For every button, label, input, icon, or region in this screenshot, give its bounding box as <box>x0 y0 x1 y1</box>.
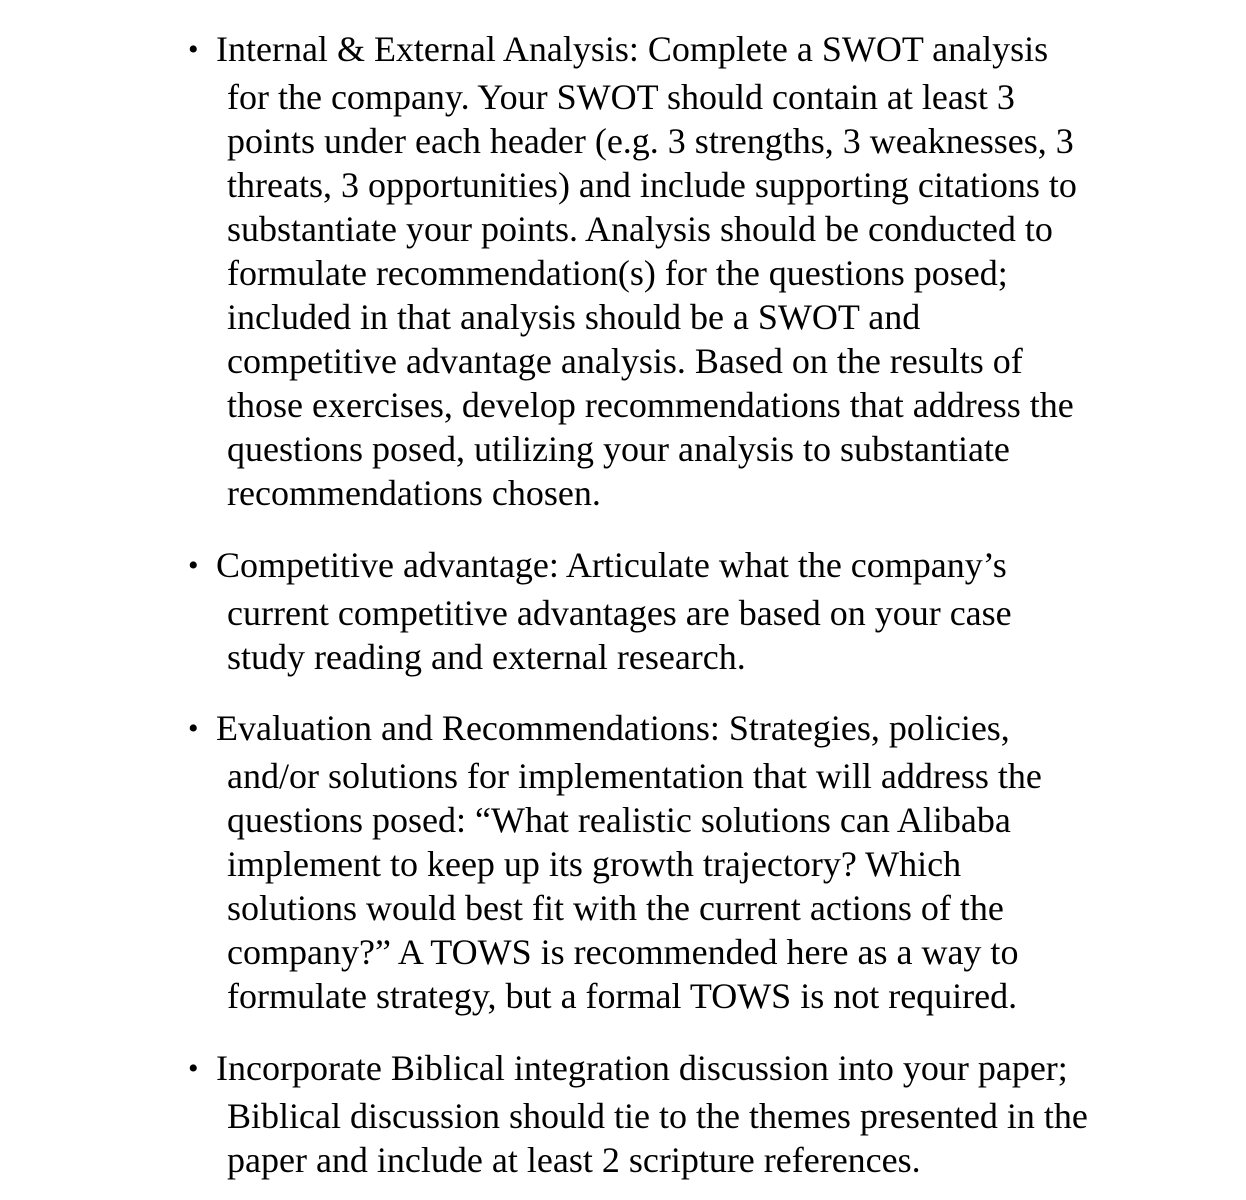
body-line: included in that analysis should be a SWOT and <box>227 297 921 337</box>
bullet-first-line <box>188 541 1188 589</box>
body-line: paper and include at least 2 scripture references. <box>227 1140 921 1180</box>
bullet-item-biblical-integration <box>188 1044 1188 1182</box>
bullet-item-internal-external-analysis <box>188 25 1188 515</box>
bullet-heading-text: Competitive advantage: Articulate what the company’s <box>216 545 1007 585</box>
bullet-body <box>227 754 1188 1018</box>
bullet-body <box>227 591 1188 679</box>
body-line: implement to keep up its growth trajectory? Which <box>227 844 962 884</box>
body-line: competitive advantage analysis. Based on the results of <box>227 341 1023 381</box>
body-line: company?” A TOWS is recommended here as a way to <box>227 932 1019 972</box>
body-line: substantiate your points. Analysis should be conducted to <box>227 209 1053 249</box>
bullet-body <box>227 75 1188 515</box>
body-line: those exercises, develop recommendations that address the <box>227 385 1074 425</box>
bullet-first-line <box>188 704 1188 752</box>
body-line: formulate recommendation(s) for the questions posed; <box>227 253 1008 293</box>
body-line: questions posed: “What realistic solutions can Alibaba <box>227 800 1011 840</box>
bullet-heading-text: Evaluation and Recommendations: Strategies, policies, <box>216 708 1010 748</box>
body-line: questions posed, utilizing your analysis to substantiate <box>227 429 1010 469</box>
bullet-first-line <box>188 25 1188 73</box>
bullet-heading-text: Incorporate Biblical integration discussion into your paper; <box>216 1048 1068 1088</box>
body-line: study reading and external research. <box>227 637 746 677</box>
bullet-heading-text: Internal & External Analysis: Complete a SWOT analysis <box>216 29 1049 69</box>
bullet-icon: • <box>188 1052 199 1085</box>
bullet-first-line <box>188 1044 1188 1092</box>
bullet-icon: • <box>188 33 199 66</box>
bullet-body <box>227 1094 1188 1182</box>
body-line: Biblical discussion should tie to the themes presented in the <box>227 1096 1088 1136</box>
bullet-item-evaluation-recommendations <box>188 704 1188 1018</box>
body-line: formulate strategy, but a formal TOWS is not required. <box>227 976 1018 1016</box>
body-line: solutions would best fit with the current actions of the <box>227 888 1004 928</box>
bullet-icon: • <box>188 712 199 745</box>
bullet-icon: • <box>188 549 199 582</box>
body-line: recommendations chosen. <box>227 473 601 513</box>
body-line: points under each header (e.g. 3 strengths, 3 weaknesses, 3 <box>227 121 1074 161</box>
body-line: for the company. Your SWOT should contain at least 3 <box>227 77 1015 117</box>
body-line: current competitive advantages are based on your case <box>227 593 1012 633</box>
bullet-item-competitive-advantage <box>188 541 1188 679</box>
body-line: and/or solutions for implementation that will address the <box>227 756 1042 796</box>
body-line: threats, 3 opportunities) and include supporting citations to <box>227 165 1077 205</box>
